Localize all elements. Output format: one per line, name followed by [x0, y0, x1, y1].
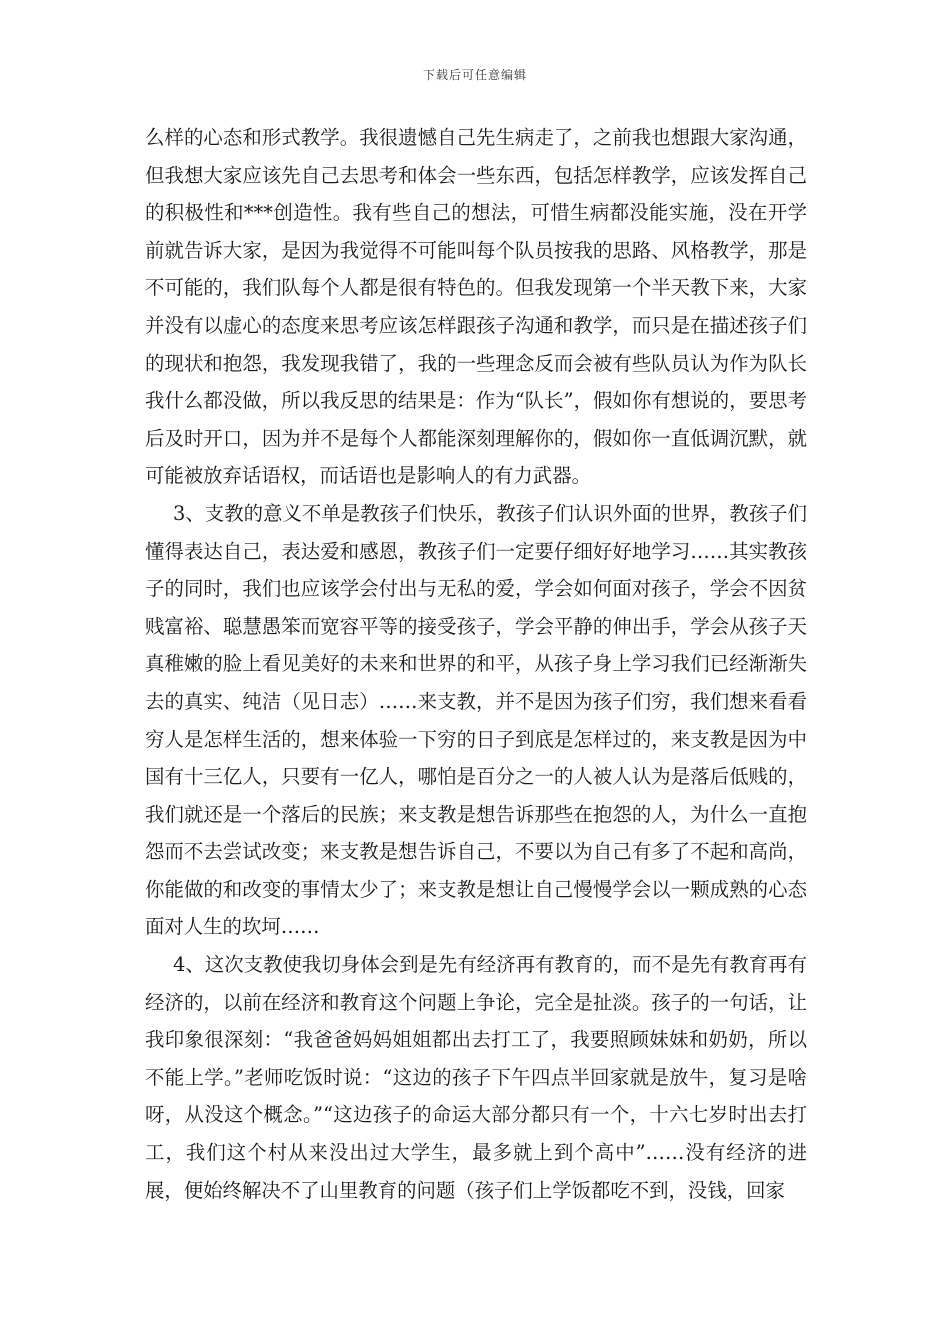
paragraph-point-3: 3、支教的意义不单是教孩子们快乐，教孩子们认识外面的世界，教孩子们懂得表达自己，表达爱和感恩，教孩子们一定要仔细好好地学习……其实教孩子的同时，我们也应该学会付出与无私的爱，学会如何面对孩子，学会不因贫贱富裕、聪慧愚笨而宽容平等的接受孩子，学会平静的伸出手，学会从孩子天真稚嫩的脸上看见美好的未来和世界的和平，从孩子身上学习我们已经渐渐失去的真实、纯洁（见日志）……来支教，并不是因为孩子们穷，我们想来看看穷人是怎样生活的，想来体验一下穷的日子到底是怎样过的，来支教是因为中国有十三亿人，只要有一亿人，哪怕是百分之一的人被人认为是落后低贱的，我们就还是一个落后的民族；来支教是想告诉那些在抱怨的人，为什么一直抱怨而不去尝试改变；来支教是想告诉自己，不要以为自己有多了不起和高尚，你能做的和改变的事情太少了；来支教是想让自己慢慢学会以一颗成熟的心态面对人生的坎坷…… [145, 501, 807, 939]
paragraph-continuation: 么样的心态和形式教学。我很遗憾自己先生病走了，之前我也想跟大家沟通，但我想大家应该先自己去思考和体会一些东西，包括怎样教学，应该发挥自己的积极性和***创造性。我有些自己的想法，可惜生病都没能实施，没在开学前就告诉大家，是因为我觉得不可能叫每个队员按我的思路、风格教学，那是不可能的，我们队每个人都是很有特色的。但我发现第一个半天教下来，大家并没有以虚心的态度来思考应该怎样跟孩子沟通和教学，而只是在描述孩子们的现状和抱怨，我发现我错了，我的一些理念反而会被有些队员认为作为队长我什么都没做，所以我反思的结果是：作为“队长”，假如你有想说的，要思考后及时开口，因为并不是每个人都能深刻理解你的，假如你一直低调沉默，就可能被放弃话语权，而话语也是影响人的有力武器。 [145, 126, 807, 488]
page-header: 下载后可任意编辑 [422, 68, 527, 82]
paragraph-point-4: 4、这次支教使我切身体会到是先有经济再有教育的，而不是先有教育再有经济的，以前在经济和教育这个问题上争论，完全是扯淡。孩子的一句话，让我印象很深刻：“我爸爸妈妈姐姐都出去打工了，我要照顾妹妹和奶奶，所以不能上学。”老师吃饭时说：“这边的孩子下午四点半回家就是放牛，复习是啥呀，从没这个概念。”“这边孩子的命运大部分都只有一个，十六七岁时出去打工，我们这个村从来没出过大学生，最多就上到个高中”……没有经济的进展，便始终解决不了山里教育的问题（孩子们上学饭都吃不到，没钱，回家 [145, 953, 807, 1202]
document-body [145, 119, 807, 1209]
